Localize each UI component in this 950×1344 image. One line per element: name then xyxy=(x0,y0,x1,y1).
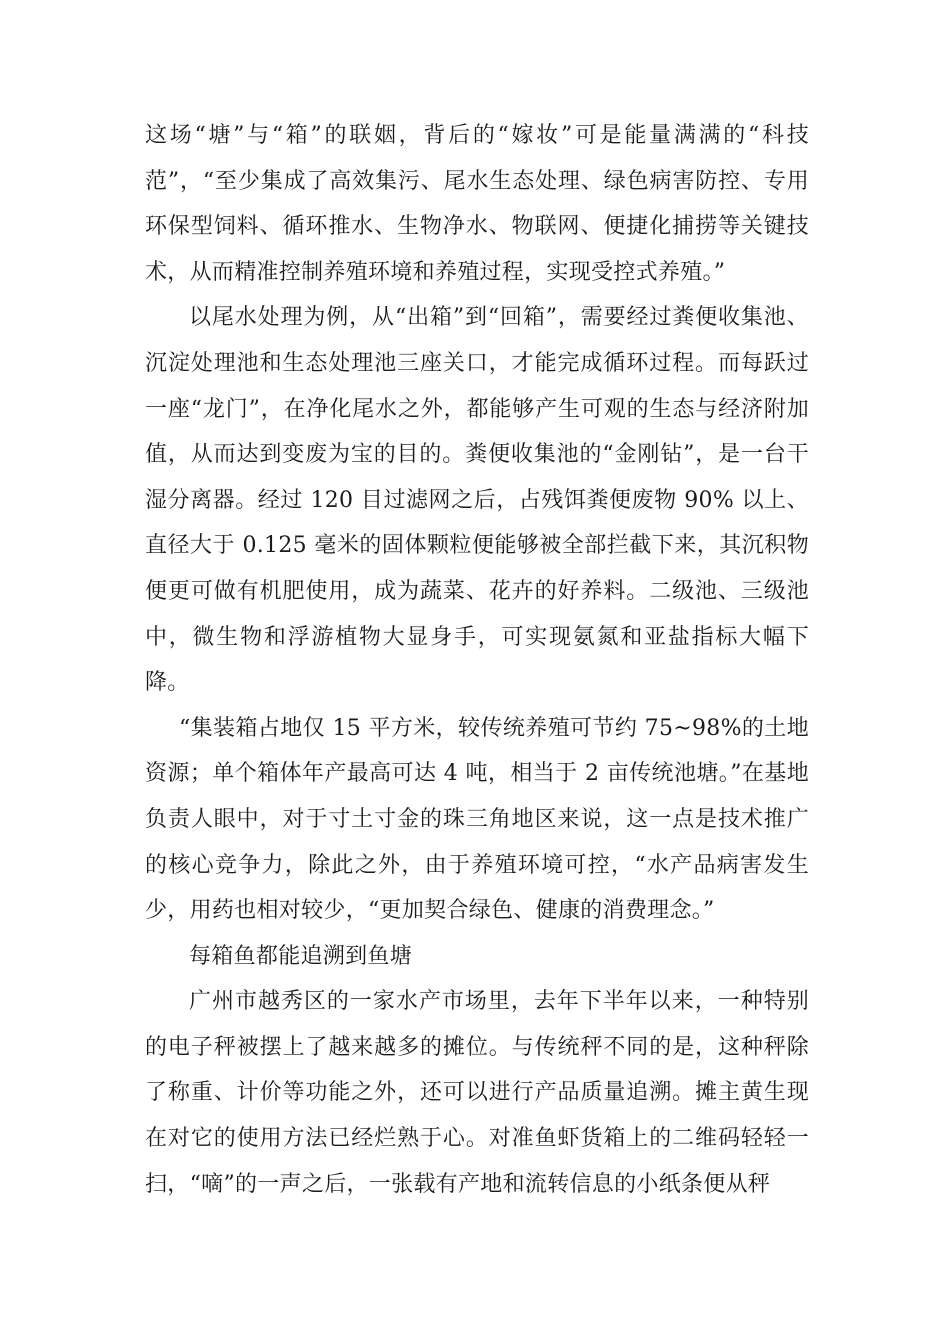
document-body xyxy=(145,113,809,1207)
section-subheading: 每箱鱼都能追溯到鱼塘 xyxy=(189,943,413,969)
paragraph-4: 广州市越秀区的一家水产市场里，去年下半年以来，一种特别的电子秤被摆上了越来越多的摊位。与传统秤不同的是，这种秤除了称重、计价等功能之外，还可以进行产品质量追溯。摊主黄生现在对它的使用方法已经烂熟于心。对准鱼虾货箱上的二维码轻轻一扫，“嘀”的一声之后，一张载有产地和流转信息的小纸条便从秤 xyxy=(145,989,809,1197)
paragraph-1: 这场“塘”与“箱”的联姻，背后的“嫁妆”可是能量满满的“科技范”，“至少集成了高效集污、尾水生态处理、绿色病害防控、专用环保型饲料、循环推水、生物净水、物联网、便捷化捕捞等关键技术，从而精准控制养殖环境和养殖过程，实现受控式养殖。” xyxy=(145,123,809,285)
paragraph-3: “集装箱占地仅 15 平方米，较传统养殖可节约 75~98%的土地资源；单个箱体年产最高可达 4 吨，相当于 2 亩传统池塘。”在基地负责人眼中，对于寸土寸金的珠三角地区来说，这一点是技术推广的核心竞争力，除此之外，由于养殖环境可控，“水产品病害发生少，用药也相对较少，“更加契合绿色、健康的消费理念。” xyxy=(145,715,809,924)
paragraph-2: 以尾水处理为例，从“出箱”到“回箱”，需要经过粪便收集池、沉淀处理池和生态处理池三座关口，才能完成循环过程。而每跃过一座“龙门”，在净化尾水之外，都能够产生可观的生态与经济附加值，从而达到变废为宝的目的。粪便收集池的“金刚钻”，是一台干湿分离器。经过 120 目过滤网之后，占残饵粪便废物 90% 以上、直径大于 0.125 毫米的固体颗粒便能够被全部拦截下来，其沉积物便更可做有机肥使用，成为蔬菜、花卉的好养料。二级池、三级池中，微生物和浮游植物大显身手，可实现氨氮和亚盐指标大幅下降。 xyxy=(145,305,809,696)
